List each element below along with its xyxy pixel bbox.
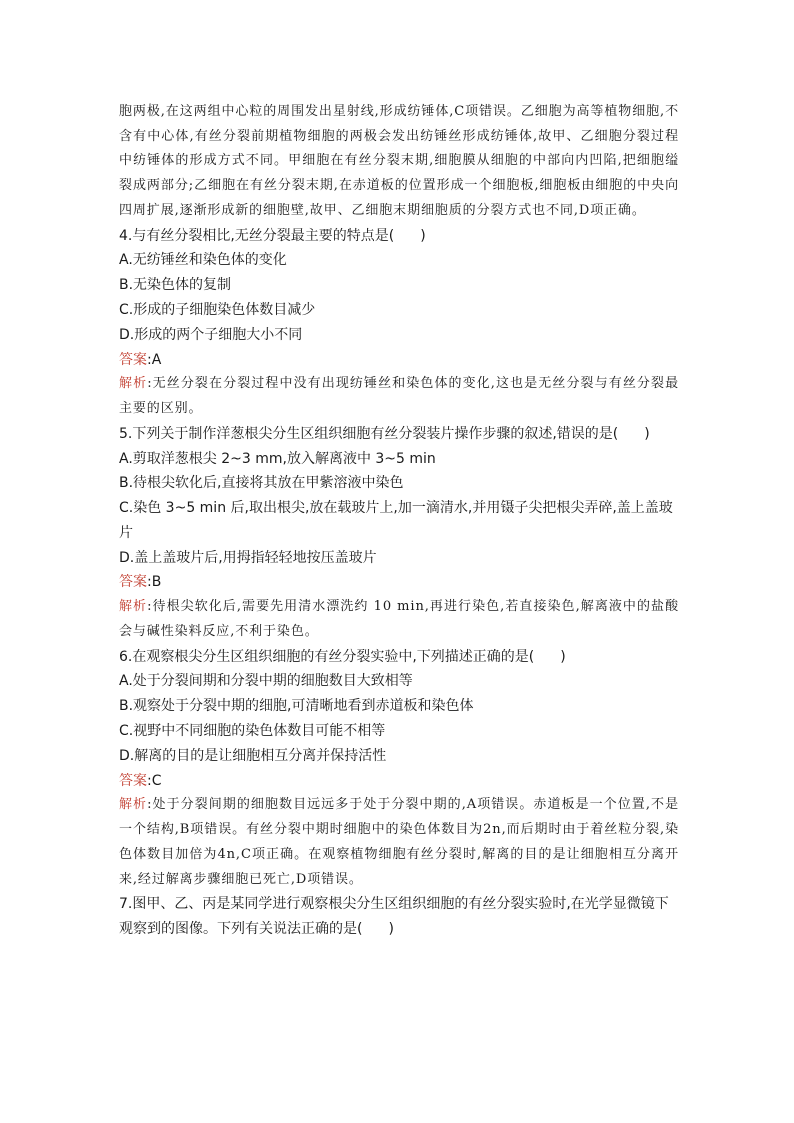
question-6 bbox=[119, 645, 679, 893]
option-a: A.无纺锤丝和染色体的变化 bbox=[119, 252, 287, 269]
question-stem: 6.在观察根尖分生区组织细胞的有丝分裂实验中,下列描述正确的是( ) bbox=[119, 648, 566, 665]
question-5 bbox=[119, 422, 679, 645]
question-4 bbox=[119, 224, 679, 422]
question-stem: 4.与有丝分裂相比,无丝分裂最主要的特点是( ) bbox=[119, 227, 426, 244]
option-c: C.染色 3~5 min 后,取出根尖,放在载玻片上,加一滴清水,并用镊子尖把根尖弄碎,盖上盖玻片 bbox=[119, 500, 673, 541]
question-7 bbox=[119, 892, 679, 942]
option-c: C.视野中不同细胞的染色体数目可能不相等 bbox=[119, 723, 386, 740]
option-a: A.剪取洋葱根尖 2~3 mm,放入解离液中 3~5 min bbox=[119, 450, 436, 467]
option-d: D.解离的目的是让细胞相互分离并保持活性 bbox=[119, 747, 387, 764]
answer-label: 答案 bbox=[119, 351, 147, 368]
explanation: 解析:待根尖软化后,需要先用清水漂洗约 10 min,再进行染色,若直接染色,解离液中的盐酸会与碱性染料反应,不利于染色。 bbox=[119, 599, 679, 639]
answer: 答案:B bbox=[119, 574, 162, 591]
option-d: D.形成的两个子细胞大小不同 bbox=[119, 326, 303, 343]
question-stem: 7.图甲、乙、丙是某同学进行观察根尖分生区组织细胞的有丝分裂实验时,在光学显微镜下观察到的图像。下列有关说法正确的是( ) bbox=[119, 896, 669, 938]
explanation-label: 解析 bbox=[119, 599, 148, 615]
option-b: B.无染色体的复制 bbox=[119, 277, 232, 294]
option-c: C.形成的子细胞染色体数目减少 bbox=[119, 301, 316, 318]
explanation: 解析:处于分裂间期的细胞数目远远多于处于分裂中期的,A项错误。赤道板是一个位置,不是一个结构,B项错误。有丝分裂中期时细胞中的染色体数目为2n,而后期时由于着丝粒分裂,染色体数目加倍为4n,C项正确。在观察植物细胞有丝分裂时,解离的目的是让细胞相互分离开来,经过解离步骤细胞已死亡,D项错误。 bbox=[119, 797, 679, 887]
answer: 答案:C bbox=[119, 772, 162, 789]
document-page bbox=[119, 100, 679, 942]
option-a: A.处于分裂间期和分裂中期的细胞数目大致相等 bbox=[119, 673, 413, 690]
prev-explanation-continuation: 胞两极,在这两组中心粒的周围发出星射线,形成纺锤体,C项错误。乙细胞为高等植物细胞,不含有中心体,有丝分裂前期植物细胞的两极会发出纺锤丝形成纺锤体,故甲、乙细胞分裂过程中纺锤体的形成方式不同。甲细胞在有丝分裂末期,细胞膜从细胞的中部向内凹陷,把细胞缢裂成两部分;乙细胞在有丝分裂末期,在赤道板的位置形成一个细胞板,细胞板由细胞的中央向四周扩展,逐渐形成新的细胞壁,故甲、乙细胞末期细胞质的分裂方式也不同,D项正确。 bbox=[119, 104, 679, 218]
answer-label: 答案 bbox=[119, 574, 147, 591]
answer: 答案:A bbox=[119, 351, 162, 368]
answer-label: 答案 bbox=[119, 772, 147, 789]
option-b: B.待根尖软化后,直接将其放在甲紫溶液中染色 bbox=[119, 475, 404, 492]
option-b: B.观察处于分裂中期的细胞,可清晰地看到赤道板和染色体 bbox=[119, 698, 474, 715]
explanation-label: 解析 bbox=[119, 376, 148, 392]
explanation: 解析:无丝分裂在分裂过程中没有出现纺锤丝和染色体的变化,这也是无丝分裂与有丝分裂最主要的区别。 bbox=[119, 376, 679, 416]
question-stem: 5.下列关于制作洋葱根尖分生区组织细胞有丝分裂装片操作步骤的叙述,错误的是( ) bbox=[119, 425, 650, 442]
option-d: D.盖上盖玻片后,用拇指轻轻地按压盖玻片 bbox=[119, 549, 377, 566]
explanation-label: 解析 bbox=[119, 797, 148, 813]
